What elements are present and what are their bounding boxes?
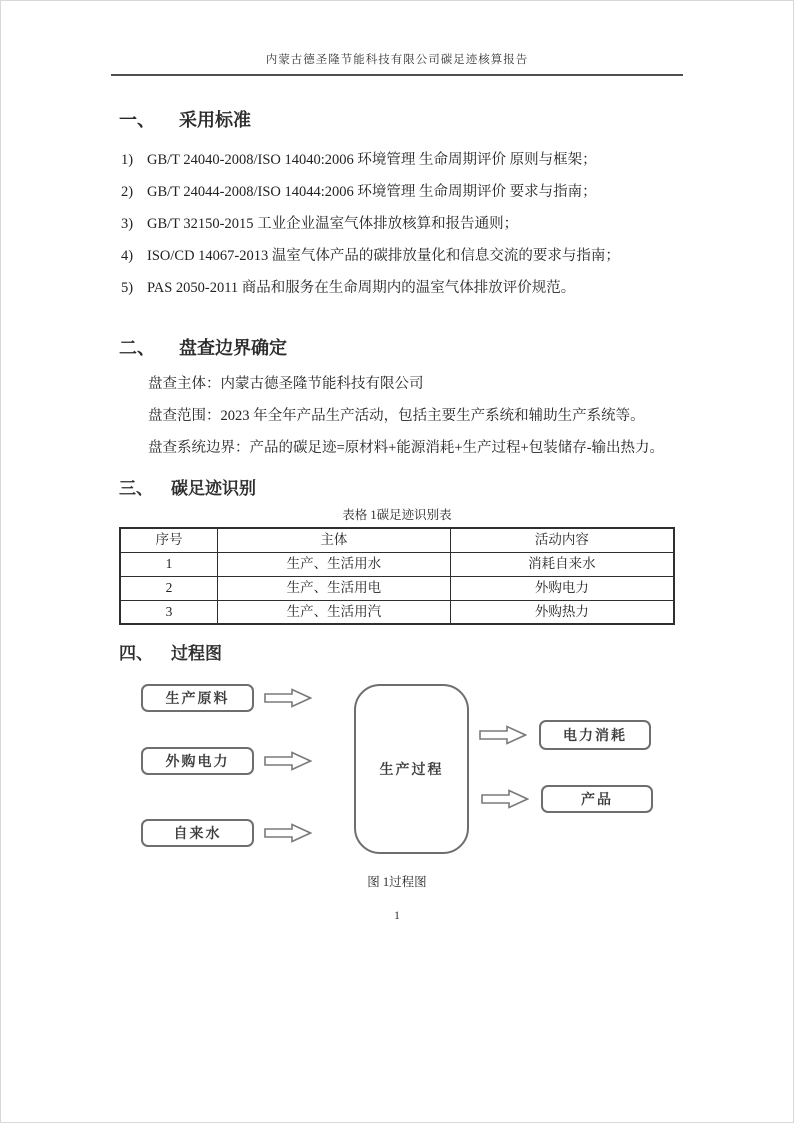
right-arrow-icon bbox=[264, 688, 312, 708]
right-arrow-icon bbox=[264, 823, 312, 843]
section-title: 盘查边界确定 bbox=[179, 338, 287, 358]
diagram-label: 生产过程 bbox=[379, 761, 444, 777]
section-number: 四、 bbox=[119, 644, 153, 663]
table-row bbox=[120, 576, 674, 600]
section-heading-footprint-id bbox=[119, 474, 675, 499]
right-arrow-icon bbox=[264, 751, 312, 771]
process-diagram bbox=[119, 680, 675, 858]
list-item bbox=[119, 272, 675, 304]
section-number: 二、 bbox=[119, 338, 155, 358]
figure-caption: 图 1过程图 bbox=[367, 875, 427, 889]
diagram-box-product bbox=[541, 785, 653, 813]
column-header: 活动内容 bbox=[450, 528, 674, 552]
list-item-number: 3) bbox=[121, 216, 134, 232]
list-item bbox=[119, 176, 675, 208]
table-cell: 生产、生活用电 bbox=[218, 576, 451, 600]
list-item-number: 4) bbox=[121, 248, 134, 264]
list-item-text: ISO/CD 14067-2013 温室气体产品的碳排放量化和信息交流的要求与指南； bbox=[147, 248, 620, 264]
running-header bbox=[111, 51, 683, 76]
diagram-box-tap-water bbox=[141, 819, 254, 847]
list-item bbox=[119, 144, 675, 176]
section-title: 过程图 bbox=[171, 644, 222, 663]
diagram-label: 自来水 bbox=[173, 825, 222, 841]
paragraph: 盘查系统边界：产品的碳足迹=原材料+能源消耗+生产过程+包装储存-输出热力。 bbox=[148, 440, 665, 456]
list-item-text: GB/T 24044-2008/ISO 14044:2006 环境管理 生命周期评价 要求与指南； bbox=[147, 184, 597, 200]
table-cell: 1 bbox=[120, 552, 218, 576]
diagram-label: 电力消耗 bbox=[563, 727, 627, 743]
section-heading-standards bbox=[119, 106, 675, 132]
list-item-text: GB/T 32150-2015 工业企业温室气体排放核算和报告通则； bbox=[147, 216, 519, 232]
diagram-label: 产品 bbox=[581, 791, 613, 807]
section-heading-process-diagram bbox=[119, 639, 675, 664]
list-item-number: 2) bbox=[121, 184, 134, 200]
column-header: 序号 bbox=[120, 528, 218, 552]
list-item-text: GB/T 24040-2008/ISO 14040:2006 环境管理 生命周期评价 原则与框架； bbox=[147, 152, 597, 168]
table-row bbox=[120, 600, 674, 624]
column-header: 主体 bbox=[218, 528, 451, 552]
right-arrow-icon bbox=[479, 725, 527, 745]
section-title: 碳足迹识别 bbox=[171, 479, 256, 498]
footprint-id-table bbox=[119, 527, 675, 625]
page-number: 1 bbox=[394, 908, 400, 922]
right-arrow-icon bbox=[481, 789, 529, 809]
diagram-box-raw-material bbox=[141, 684, 254, 712]
section-title: 采用标准 bbox=[179, 110, 251, 130]
section-number: 三、 bbox=[119, 479, 153, 498]
list-item-number: 5) bbox=[121, 280, 134, 296]
table-cell: 2 bbox=[120, 576, 218, 600]
list-item-number: 1) bbox=[121, 152, 134, 168]
table-row bbox=[120, 552, 674, 576]
standards-list bbox=[119, 144, 675, 304]
paragraph: 盘查主体：内蒙古德圣隆节能科技有限公司 bbox=[148, 376, 424, 392]
header-title: 内蒙古德圣隆节能科技有限公司碳足迹核算报告 bbox=[265, 54, 529, 66]
page-content bbox=[1, 106, 793, 923]
table-cell: 生产、生活用汽 bbox=[218, 600, 451, 624]
table-cell: 消耗自来水 bbox=[450, 552, 674, 576]
paragraph: 盘查范围：2023 年全年产品生产活动，包括主要生产系统和辅助生产系统等。 bbox=[148, 408, 645, 424]
table-cell: 外购热力 bbox=[450, 600, 674, 624]
list-item bbox=[119, 240, 675, 272]
table-cell: 外购电力 bbox=[450, 576, 674, 600]
table-caption: 表格 1碳足迹识别表 bbox=[342, 508, 452, 522]
diagram-box-electricity-consumption bbox=[539, 720, 651, 750]
boundary-paragraphs bbox=[119, 368, 675, 464]
diagram-label: 外购电力 bbox=[165, 753, 230, 769]
section-number: 一、 bbox=[119, 110, 155, 130]
section-heading-boundary bbox=[119, 334, 675, 360]
list-item-text: PAS 2050-2011 商品和服务在生命周期内的温室气体排放评价规范。 bbox=[147, 280, 576, 296]
diagram-box-production-process bbox=[354, 684, 469, 854]
diagram-box-purchased-electricity bbox=[141, 747, 254, 775]
table-cell: 3 bbox=[120, 600, 218, 624]
list-item bbox=[119, 208, 675, 240]
table-cell: 生产、生活用水 bbox=[218, 552, 451, 576]
table-header-row bbox=[120, 528, 674, 552]
diagram-label: 生产原料 bbox=[165, 690, 230, 706]
